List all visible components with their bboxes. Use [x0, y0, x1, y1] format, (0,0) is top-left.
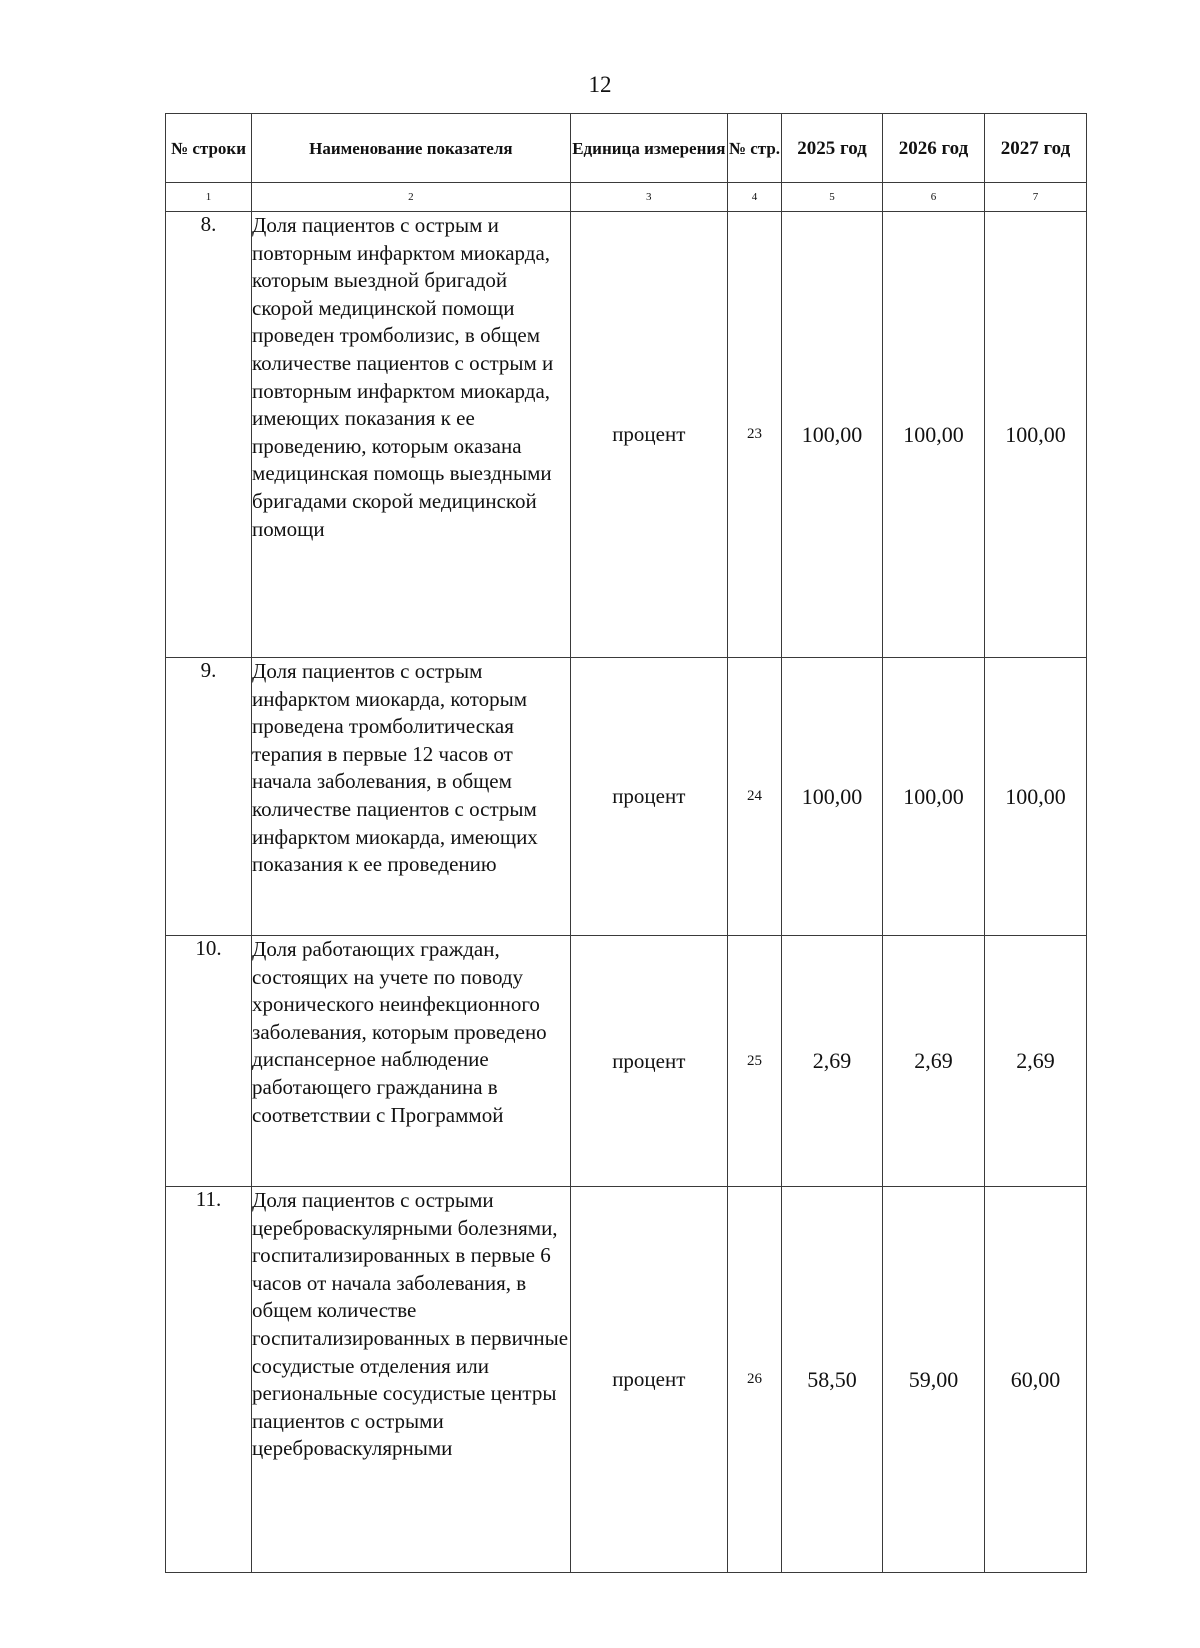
header-line-number: № стр.	[727, 114, 781, 183]
column-number: 6	[882, 183, 984, 212]
table-row	[166, 936, 1087, 1187]
column-number: 1	[166, 183, 252, 212]
indicators-table	[165, 113, 1087, 1573]
value-2027: 100,00	[984, 658, 1086, 936]
value-2026: 2,69	[882, 936, 984, 1187]
value-2026: 100,00	[882, 212, 984, 658]
header-row	[166, 114, 1087, 183]
table-row	[166, 1187, 1087, 1573]
column-number-row	[166, 183, 1087, 212]
column-number: 2	[252, 183, 571, 212]
page-number: 12	[588, 72, 612, 97]
table-row	[166, 212, 1087, 658]
row-number: 10.	[166, 936, 252, 1187]
header-row-number: № строки	[166, 114, 252, 183]
unit: процент	[570, 936, 727, 1187]
table-row	[166, 658, 1087, 936]
column-number: 4	[727, 183, 781, 212]
row-number: 11.	[166, 1187, 252, 1573]
value-2025: 100,00	[782, 212, 883, 658]
value-2025: 2,69	[782, 936, 883, 1187]
header-year-2025: 2025 год	[782, 114, 883, 183]
value-2025: 58,50	[782, 1187, 883, 1573]
value-2027: 2,69	[984, 936, 1086, 1187]
header-year-2026: 2026 год	[882, 114, 984, 183]
value-2026: 100,00	[882, 658, 984, 936]
indicator-name: Доля пациентов с острым и повторным инфарктом миокарда, которым выездной бригадой скорой медицинской помощи проведен тромболизис, в общем количестве пациентов с острым и повторным инфарктом миокарда, имеющих показания к ее проведению, которым оказана медицинская помощь выездными бригадами скорой медицинской помощи	[252, 212, 571, 658]
unit: процент	[570, 1187, 727, 1573]
value-2026: 59,00	[882, 1187, 984, 1573]
header-indicator-name: Наименование показателя	[252, 114, 571, 183]
line-number: 24	[727, 658, 781, 936]
line-number: 25	[727, 936, 781, 1187]
indicator-name: Доля работающих граждан, состоящих на учете по поводу хронического неинфекционного заболевания, которым проведено диспансерное наблюдение работающего гражданина в соответствии с Программой	[252, 936, 571, 1187]
column-number: 7	[984, 183, 1086, 212]
header-unit: Единица измерения	[570, 114, 727, 183]
header-year-2027: 2027 год	[984, 114, 1086, 183]
indicator-name: Доля пациентов с острым инфарктом миокарда, которым проведена тромболитическая терапия в первые 12 часов от начала заболевания, в общем количестве пациентов с острым инфарктом миокарда, имеющих показания к ее проведению	[252, 658, 571, 936]
value-2025: 100,00	[782, 658, 883, 936]
row-number: 8.	[166, 212, 252, 658]
column-number: 3	[570, 183, 727, 212]
column-number: 5	[782, 183, 883, 212]
value-2027: 100,00	[984, 212, 1086, 658]
value-2027: 60,00	[984, 1187, 1086, 1573]
unit: процент	[570, 212, 727, 658]
line-number: 23	[727, 212, 781, 658]
unit: процент	[570, 658, 727, 936]
row-number: 9.	[166, 658, 252, 936]
line-number: 26	[727, 1187, 781, 1573]
indicator-name: Доля пациентов с острыми цереброваскулярными болезнями, госпитализированных в первые 6 часов от начала заболевания, в общем количестве госпитализированных в первичные сосудистые отделения или региональные сосудистые центры пациентов с острыми цереброваскулярными	[252, 1187, 571, 1573]
